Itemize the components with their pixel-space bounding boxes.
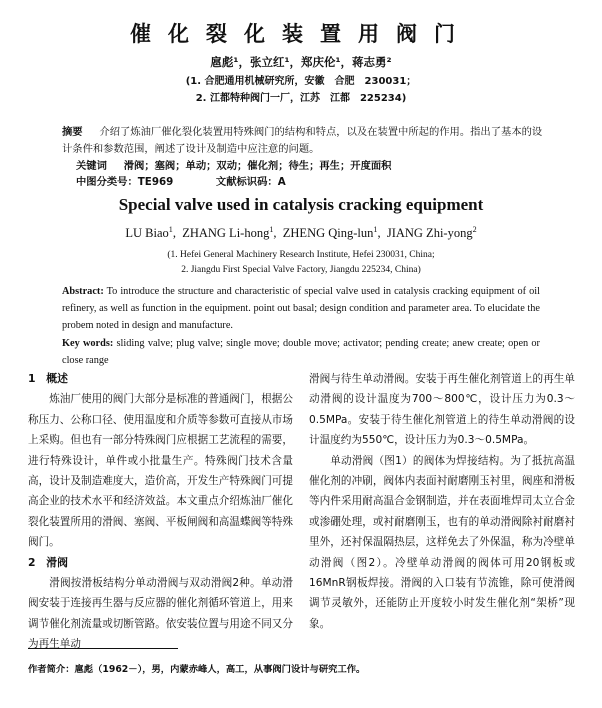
right-column [309,369,575,634]
chinese-keywords-text: 滑阀；塞阀；单动；双动；催化剂；待生；再生；开度面积 [123,160,392,172]
clc-value: TE969 [137,176,174,188]
chinese-keywords-label: 关键词 [76,160,107,172]
chinese-abstract [62,124,544,157]
english-affiliation-1: (1. Hefei General Machinery Research Institute, Hefei 230031, China; [167,250,435,260]
english-keywords [62,335,540,369]
chinese-abstract-text: 介绍了炼油厂催化裂化装置用特殊阀门的结构和特点，以及在装置中所起的作用。指出了基本的设计条件和参数范围，阐述了设计及制造中应注意的问题。 [62,126,543,155]
section-2-heading: 2 滑阀 [28,555,68,569]
right-paragraph-1: 滑阀与待生单动滑阀。安装于再生催化剂管道上的再生单动滑阀的设计温度为700～800℃，设计压力为0.3～0.5MPa。安装于待生催化剂管道上的待生单动滑阀的设计温度约为550℃，设计压力为0.3～0.5MPa。 [309,373,575,447]
english-keywords-label: Key words: [62,338,114,349]
footnote-text: 扈彪（1962－），男，内蒙赤峰人，高工，从事阀门设计与研究工作。 [74,664,366,675]
author-3: ZHENG Qing-lun [282,226,374,241]
english-authors: LU Biao$^1$, ZHANG Li-hong$^1$, ZHENG Qing-lun$^1$, JIANG Zhi-yong$^2$ [125,225,477,241]
footnote-rule [28,648,178,649]
chinese-abstract-label: 摘要 [62,126,83,138]
section-2-paragraph: 滑阀按滑板结构分单动滑阀与双动滑阀2种。单动滑阀安装于连接再生器与反应器的催化剂循环管道上，用来调节催化剂流量或切断管路。依安装位置与用途不同又分为再生单动 [28,577,293,651]
english-abstract [62,283,540,334]
author-1-sup: 1 [168,225,173,234]
chinese-keywords [76,158,558,175]
author-1: LU Biao [125,226,169,241]
author-3-sup: 1 [373,225,378,234]
footnote-label: 作者简介： [28,664,75,675]
english-title: Special valve used in catalysis cracking equipment [118,195,484,214]
chinese-classification [76,174,558,191]
footnote [28,661,365,675]
english-affiliation-2: 2. Jiangdu First Special Valve Factory, Jiangdu 225234, China) [181,265,421,275]
doc-code-value: A [277,176,286,188]
doc-code-label: 文献标识码： [215,176,278,188]
section-1-paragraph: 炼油厂使用的阀门大部分是标准的普通阀门，根据公称压力、公称口径、使用温度和介质等参数可直接从市场上采购。但也有一部分特殊阀门应根据工艺流程的需要，进行特殊设计，单件或小批量生产。特殊阀门技术含量高，设计及制造难度大，造价高，开发生产特殊阀门可提高企业的技术水平和经济效益。本文重点介绍炼油厂催化裂化装置所用的滑阀、塞阀、平板闸阀和高温蝶阀等特殊阀门。 [28,393,293,549]
chinese-affiliation-1: (1. 合肥通用机械研究所，安徽 合肥 230031； [185,76,417,87]
author-4: JIANG Zhi-yong [386,226,473,241]
left-column [28,369,293,655]
section-1-heading: 1 概述 [28,372,68,385]
right-paragraph-2: 单动滑阀（图1）的阀体为焊接结构。为了抵抗高温催化剂的冲刷，阀体内表面衬耐磨刚玉衬里，阀座和滑板等内件采用耐高温合金钢制造，并在表面堆焊司太立合金或渗硼处理，或衬耐磨刚玉，也有的单动滑阀除衬耐磨衬里外，还衬保温隔热层，这样免去了外保温，称为冷壁单动滑阀（图2）。冷壁单动滑阀的阀体可用20钢板或16MnR钢板焊接。滑阀的入口装有节流锥，除可使滑阀调节灵敏外，还能防止开度较小时发生催化剂“架桥”现象。 [309,454,575,630]
chinese-affiliation-2: 2. 江都特种阀门一厂，江苏 江都 225234) [195,93,407,104]
author-2: ZHANG Li-hong [182,226,270,241]
chinese-title: 催化裂化装置用阀门 [130,22,472,46]
chinese-authors: 扈彪¹，张立红¹，郑庆伦¹，蒋志勇² [210,55,392,69]
author-2-sup: 1 [269,225,274,234]
author-4-sup: 2 [472,225,477,234]
english-abstract-label: Abstract: [62,286,104,297]
clc-label: 中图分类号： [76,176,138,188]
english-abstract-text: To introduce the structure and characteristic of special valve used in catalysis cracking equipment of oil refinery, as well as function in the equipment. point out basal; design condition and parameter area. To elucidate the probem noted in design and manufacture. [62,286,540,331]
english-keywords-text: sliding valve; plug valve; single move; double move; activator; pending create; anew create; open or close range [62,338,540,366]
